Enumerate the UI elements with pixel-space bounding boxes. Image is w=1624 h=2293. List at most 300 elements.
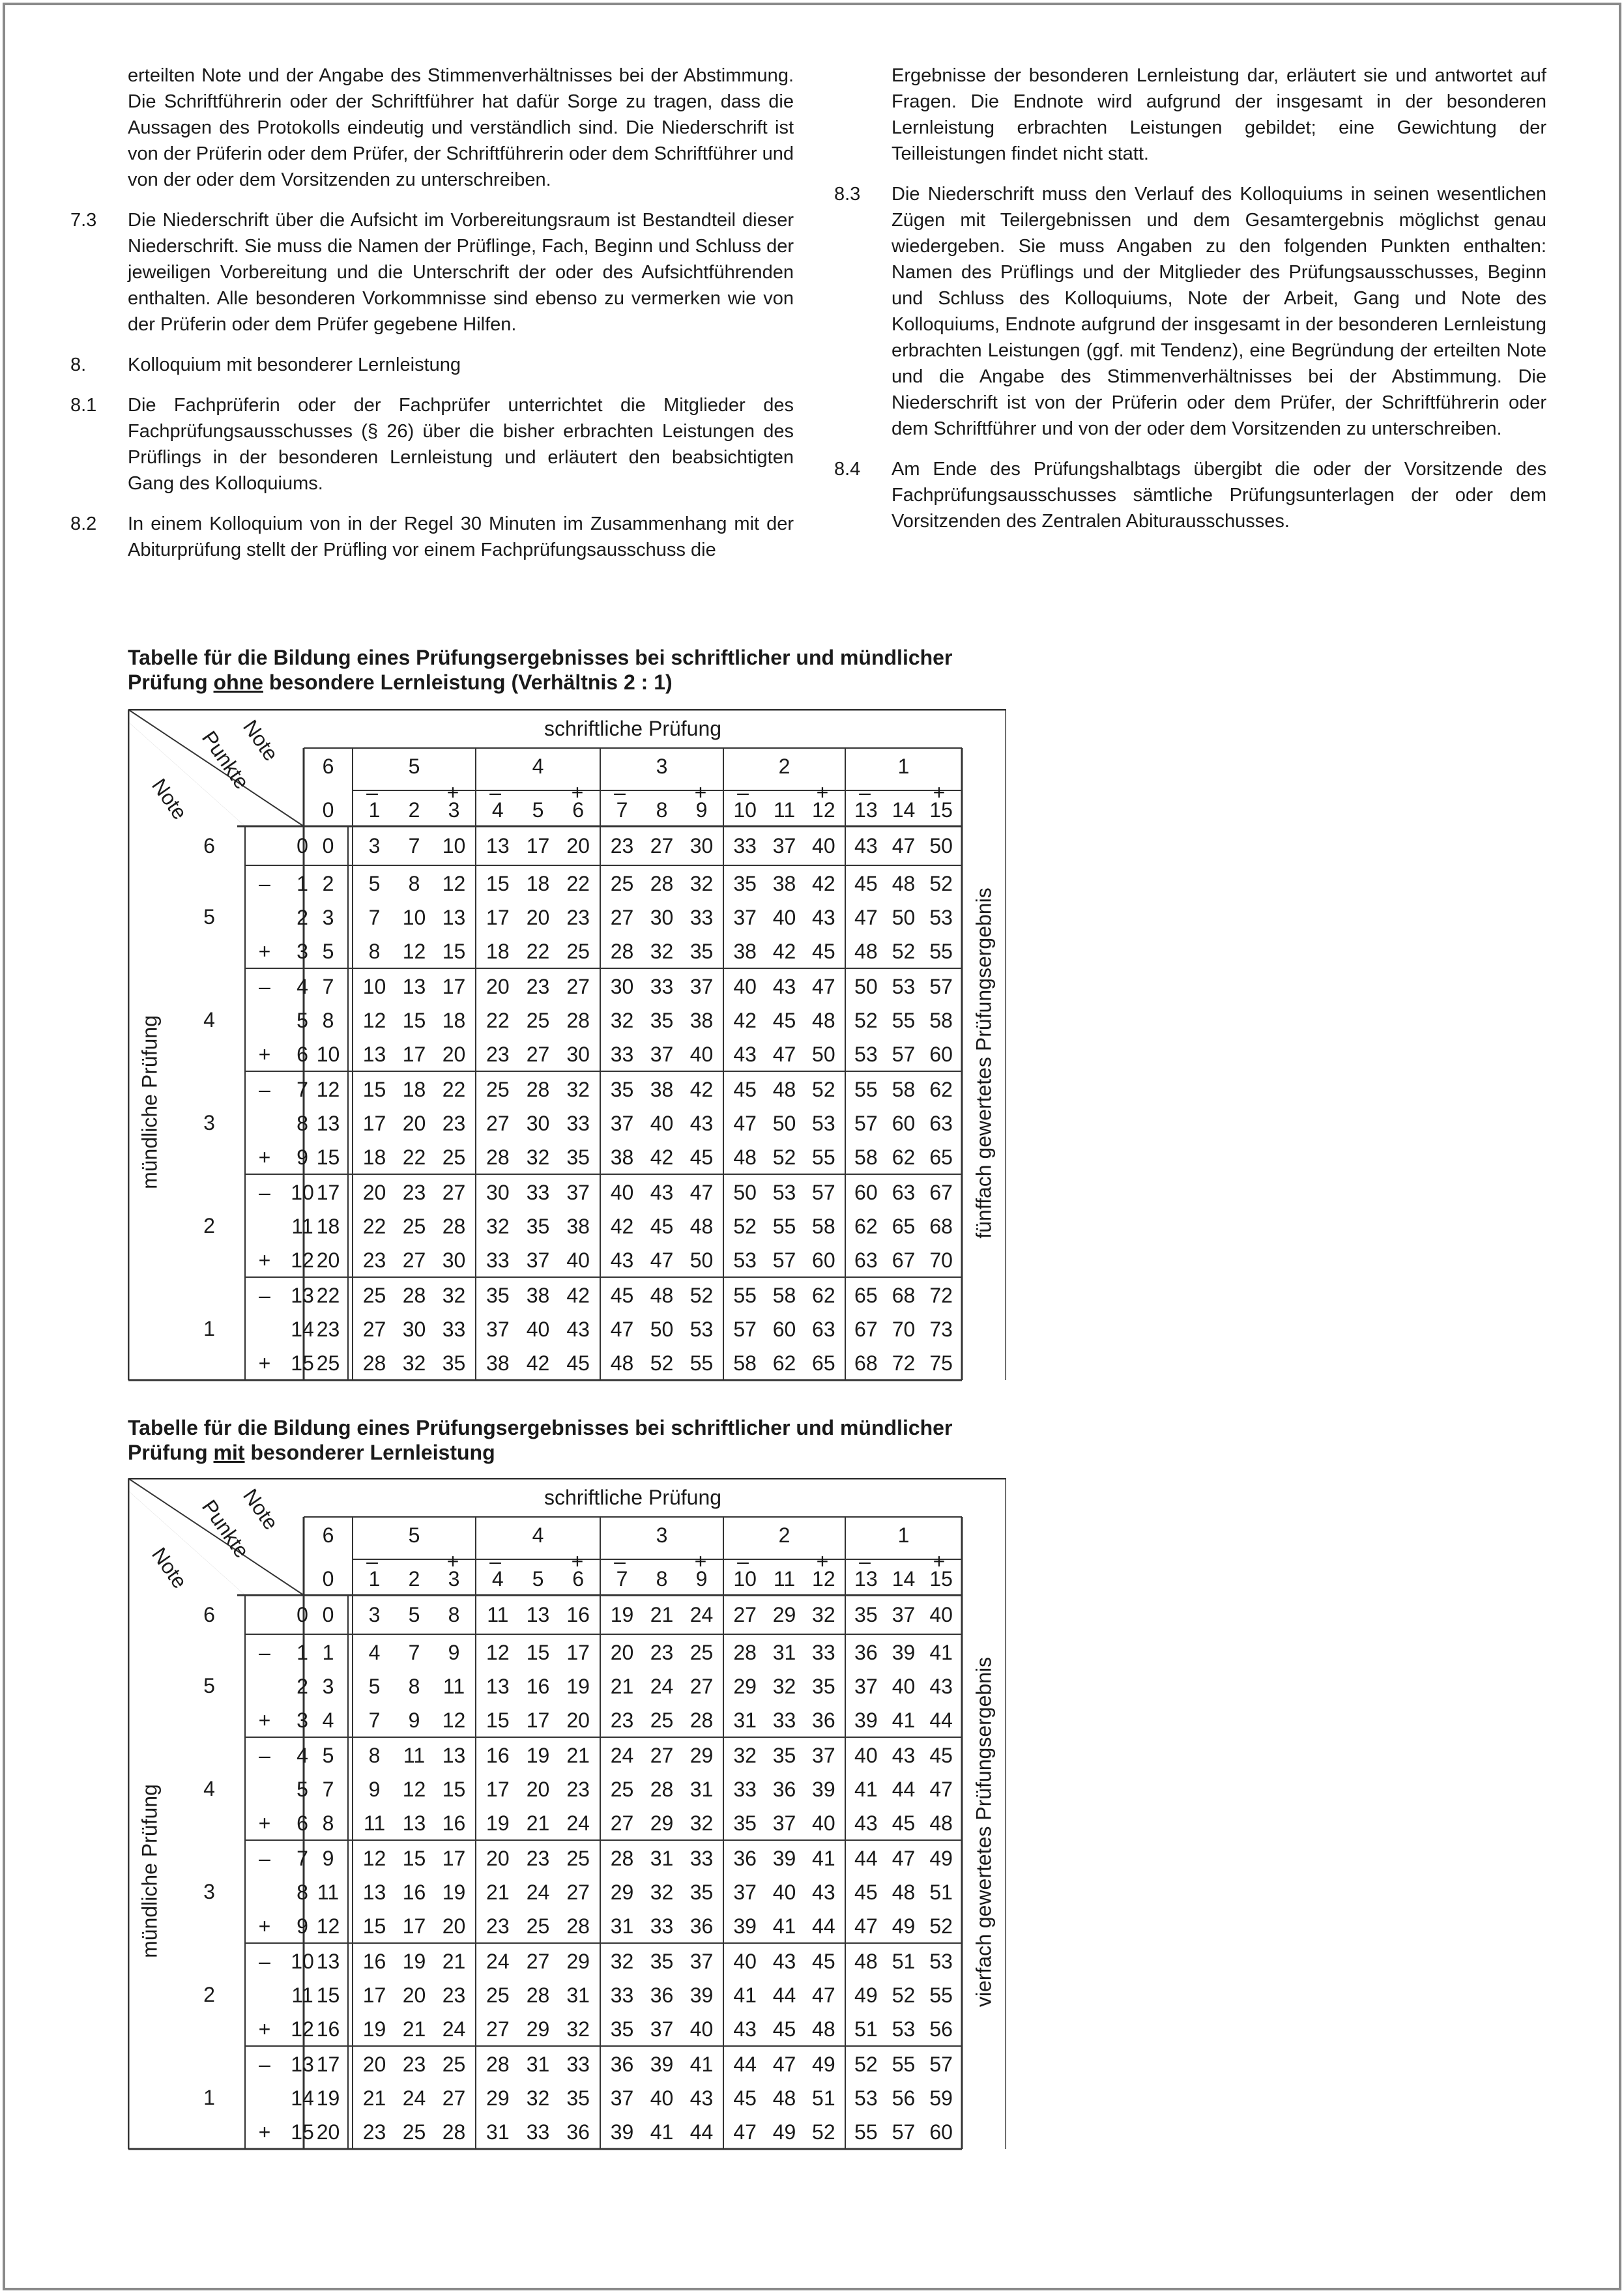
table-cell: 13 — [402, 975, 426, 998]
table-cell: 48 — [892, 1881, 916, 1904]
table-cell: 40 — [650, 1112, 674, 1135]
table-cell: 35 — [650, 1950, 674, 1973]
column-plus-sign: + — [816, 1550, 829, 1573]
table-cell: 25 — [526, 1009, 550, 1032]
table-cell: 47 — [892, 1847, 916, 1870]
table-cell: 13 — [402, 1811, 426, 1835]
table-cell: 25 — [526, 1914, 550, 1938]
table-cell: 30 — [650, 906, 674, 929]
table-cell: 25 — [566, 1847, 590, 1870]
table-cell: 62 — [854, 1215, 878, 1238]
column-points: 0 — [322, 798, 334, 822]
table-cell: 67 — [929, 1181, 953, 1204]
table-cell: 8 — [408, 872, 420, 895]
table-cell: 37 — [689, 1950, 714, 1973]
column-minus-sign: – — [489, 1550, 501, 1573]
section-8-2 — [70, 511, 794, 563]
table-cell: 55 — [892, 1009, 916, 1032]
row-note: 4 — [203, 1008, 215, 1031]
column-note: 2 — [778, 1523, 790, 1547]
row-points: 3 — [297, 940, 308, 963]
column-note: 6 — [322, 1523, 334, 1547]
row-note: 5 — [203, 1674, 215, 1697]
table-cell: 39 — [772, 1847, 796, 1870]
row-note: 6 — [203, 834, 215, 858]
section-number: 8.1 — [70, 395, 97, 416]
table-cell: 44 — [733, 2053, 757, 2076]
row-points: 4 — [297, 1744, 308, 1767]
table-cell: 58 — [812, 1215, 835, 1238]
table-cell: 30 — [402, 1318, 426, 1341]
table-cell: 53 — [929, 906, 953, 929]
table-cell: 12 — [362, 1847, 386, 1870]
column-points: 7 — [616, 798, 628, 822]
table-cell: 33 — [772, 1709, 796, 1732]
table-cell: 27 — [650, 834, 674, 858]
table-cell: 22 — [566, 872, 590, 895]
table-cell: 53 — [892, 2017, 916, 2041]
table-cell: 48 — [892, 872, 916, 895]
table-cell: 30 — [442, 1248, 466, 1272]
table-cell: 48 — [610, 1351, 634, 1375]
table-cell: 44 — [892, 1778, 916, 1801]
table-cell: 42 — [812, 872, 835, 895]
row-note: 5 — [203, 905, 215, 929]
table-cell: 50 — [650, 1318, 674, 1341]
table-cell: 20 — [566, 1709, 590, 1732]
table-cell: 42 — [772, 940, 796, 963]
table-cell: 12 — [442, 1709, 466, 1732]
table-cell: 32 — [650, 940, 674, 963]
table-cell: 29 — [610, 1881, 634, 1904]
column-plus-sign: + — [816, 781, 829, 804]
table-cell: 30 — [526, 1112, 550, 1135]
table-cell: 35 — [526, 1215, 550, 1238]
table-cell: 31 — [486, 2120, 510, 2144]
table-cell: 11 — [487, 1603, 509, 1626]
column-points: 13 — [854, 1567, 878, 1591]
table-cell: 63 — [892, 1181, 916, 1204]
header-written-exam: schriftliche Prüfung — [544, 1486, 722, 1509]
title-part: besondere Lernleistung (Verhältnis 2 : 1) — [263, 671, 673, 694]
table-cell: 20 — [442, 1043, 466, 1066]
row-points: 14 — [291, 1318, 314, 1341]
table-cell: 35 — [650, 1009, 674, 1032]
row-points: 3 — [297, 1709, 308, 1732]
table-cell: 8 — [368, 940, 381, 963]
table-cell: 43 — [772, 975, 796, 998]
side-label-oral-exam: mündliche Prüfung — [138, 1784, 162, 1958]
column-points: 11 — [773, 798, 796, 822]
table-cell: 1 — [322, 1641, 334, 1664]
table-cell: 48 — [650, 1284, 674, 1307]
row-points: 6 — [297, 1043, 308, 1066]
table-cell: 33 — [442, 1318, 466, 1341]
table-2-title-line2 — [128, 1440, 1040, 1465]
table-cell: 18 — [316, 1215, 340, 1238]
table-cell: 21 — [362, 2086, 386, 2110]
column-points: 2 — [408, 1567, 420, 1591]
column-points: 6 — [572, 798, 585, 822]
table-cell: 17 — [316, 2053, 340, 2076]
table-cell: 21 — [486, 1881, 510, 1904]
corner-label-note-rows: Note — [147, 774, 192, 824]
table-cell: 16 — [442, 1811, 466, 1835]
table-cell: 43 — [650, 1181, 674, 1204]
row-note: 2 — [203, 1214, 215, 1237]
table-cell: 28 — [526, 1983, 550, 2007]
table-cell: 20 — [362, 1181, 386, 1204]
column-plus-sign: + — [446, 781, 459, 804]
row-points: 12 — [291, 2017, 314, 2041]
table-cell: 17 — [362, 1983, 386, 2007]
row-sign: + — [258, 2017, 271, 2041]
table-cell: 35 — [733, 1811, 757, 1835]
table-cell: 37 — [733, 906, 757, 929]
column-plus-sign: + — [694, 781, 707, 804]
column-plus-sign: + — [571, 1550, 584, 1573]
section-text: Die Niederschrift über die Aufsicht im Vorbereitungsraum ist Bestandteil dieser Niederschrift. Sie muss die Namen der Prüflinge, Fach, Beginn und Schluss der jeweiligen Vorbereitung und die Unterschrift der oder des Aufsichtführenden enthalten. Alle besonderen Vorkommnisse sind ebenso zu vermerken wie von der Prüferin oder dem Prüfer gegebene Hilfen. — [128, 210, 794, 335]
row-points: 4 — [297, 975, 308, 998]
side-label-oral-exam: mündliche Prüfung — [138, 1015, 162, 1189]
table-cell: 62 — [772, 1351, 796, 1375]
row-points: 0 — [297, 1603, 308, 1626]
table-cell: 43 — [733, 1043, 757, 1066]
table-cell: 3 — [368, 834, 381, 858]
row-sign: – — [259, 1641, 270, 1664]
column-minus-sign: – — [737, 1550, 749, 1573]
table-cell: 24 — [650, 1675, 674, 1698]
table-cell: 67 — [892, 1248, 916, 1272]
table-cell: 36 — [566, 2120, 590, 2144]
column-note: 5 — [408, 755, 420, 778]
table-cell: 39 — [854, 1709, 878, 1732]
table-cell: 48 — [812, 1009, 835, 1032]
row-sign: – — [259, 1744, 270, 1767]
table-cell: 70 — [929, 1248, 953, 1272]
table-cell: 32 — [689, 1811, 714, 1835]
table-cell: 12 — [486, 1641, 510, 1664]
table-cell: 33 — [566, 2053, 590, 2076]
table-cell: 12 — [316, 1078, 340, 1101]
section-heading: Kolloquium mit besonderer Lernleistung — [128, 354, 461, 375]
table-cell: 55 — [733, 1284, 757, 1307]
section-number: 8. — [70, 354, 87, 375]
table-cell: 60 — [929, 1043, 953, 1066]
table-cell: 48 — [929, 1811, 953, 1835]
table-cell: 51 — [854, 2017, 878, 2041]
table-cell: 3 — [322, 1675, 334, 1698]
table-cell: 31 — [650, 1847, 674, 1870]
row-points: 9 — [297, 1914, 308, 1938]
table-cell: 37 — [772, 1811, 796, 1835]
table-cell: 23 — [566, 1778, 590, 1801]
table-cell: 29 — [650, 1811, 674, 1835]
row-points: 5 — [297, 1009, 308, 1032]
table-cell: 53 — [854, 1043, 878, 1066]
column-points: 8 — [656, 798, 668, 822]
row-sign: – — [259, 872, 270, 895]
table-cell: 40 — [689, 2017, 714, 2041]
table-cell: 55 — [812, 1146, 835, 1169]
corner-label-points: Punkte — [197, 727, 254, 794]
table-cell: 23 — [526, 975, 550, 998]
table-cell: 30 — [566, 1043, 590, 1066]
table-cell: 38 — [566, 1215, 590, 1238]
table-cell: 32 — [610, 1009, 634, 1032]
table-cell: 47 — [610, 1318, 634, 1341]
table-cell: 65 — [892, 1215, 916, 1238]
row-points: 1 — [297, 1641, 308, 1664]
table-cell: 51 — [892, 1950, 916, 1973]
table-cell: 11 — [442, 1675, 465, 1698]
table-cell: 28 — [610, 1847, 634, 1870]
table-cell: 27 — [650, 1744, 674, 1767]
table-cell: 52 — [689, 1284, 714, 1307]
table-cell: 47 — [892, 834, 916, 858]
table-cell: 27 — [526, 1043, 550, 1066]
table-cell: 3 — [368, 1603, 381, 1626]
table-cell: 37 — [566, 1181, 590, 1204]
table-cell: 8 — [408, 1675, 420, 1698]
column-minus-sign: – — [366, 1550, 378, 1573]
table-cell: 23 — [610, 1709, 634, 1732]
table-cell: 13 — [526, 1603, 550, 1626]
table-cell: 7 — [408, 834, 420, 858]
table-cell: 28 — [689, 1709, 714, 1732]
table-cell: 20 — [486, 975, 510, 998]
table-cell: 36 — [854, 1641, 878, 1664]
table-cell: 13 — [362, 1881, 386, 1904]
table-cell: 22 — [526, 940, 550, 963]
table-cell: 52 — [772, 1146, 796, 1169]
table-cell: 23 — [316, 1318, 340, 1341]
table-cell: 37 — [812, 1744, 835, 1767]
table-cell: 10 — [362, 975, 386, 998]
table-cell: 25 — [610, 1778, 634, 1801]
table-cell: 40 — [772, 906, 796, 929]
section-text: Ergebnisse der besonderen Lernleistung dar, erläutert sie und antwortet auf Fragen. Die Endnote wird aufgrund der insgesamt in der besonderen Lernleistung erbrachten Leistungen gebildet; eine Gewichtung der Teilleistungen findet nicht statt. — [892, 65, 1546, 164]
table-cell: 33 — [650, 975, 674, 998]
table-cell: 50 — [854, 975, 878, 998]
table-cell: 25 — [402, 2120, 426, 2144]
table-cell: 28 — [442, 1215, 466, 1238]
table-cell: 40 — [772, 1881, 796, 1904]
column-note: 3 — [656, 1523, 668, 1547]
column-minus-sign: – — [859, 781, 871, 804]
table-cell: 41 — [772, 1914, 796, 1938]
title-part: Prüfung — [128, 671, 214, 694]
row-sign: – — [259, 1078, 270, 1101]
column-points: 13 — [854, 798, 878, 822]
column-note: 6 — [322, 755, 334, 778]
row-sign: – — [259, 1284, 270, 1307]
table-cell: 31 — [566, 1983, 590, 2007]
table-cell: 44 — [929, 1709, 953, 1732]
table-cell: 22 — [316, 1284, 340, 1307]
table-cell: 10 — [402, 906, 426, 929]
table-cell: 32 — [650, 1881, 674, 1904]
table-cell: 15 — [316, 1983, 340, 2007]
table-cell: 32 — [526, 1146, 550, 1169]
column-plus-sign: + — [933, 1550, 946, 1573]
table-cell: 32 — [402, 1351, 426, 1375]
table-cell: 9 — [408, 1709, 420, 1732]
table-cell: 28 — [733, 1641, 757, 1664]
table-cell: 35 — [854, 1603, 878, 1626]
table-cell: 21 — [402, 2017, 426, 2041]
table-cell: 23 — [362, 2120, 386, 2144]
table-cell: 19 — [442, 1881, 466, 1904]
row-points: 7 — [297, 1078, 308, 1101]
table-cell: 48 — [854, 940, 878, 963]
table-cell: 45 — [812, 940, 835, 963]
column-plus-sign: + — [446, 1550, 459, 1573]
table-cell: 15 — [362, 1078, 386, 1101]
table-cell: 49 — [812, 2053, 835, 2076]
section-8-4 — [834, 456, 1546, 534]
table-cell: 27 — [362, 1318, 386, 1341]
table-cell: 15 — [486, 1709, 510, 1732]
table-cell: 45 — [812, 1950, 835, 1973]
row-points: 8 — [297, 1112, 308, 1135]
table-cell: 35 — [566, 2086, 590, 2110]
table-cell: 60 — [854, 1181, 878, 1204]
table-cell: 10 — [442, 834, 466, 858]
table-cell: 22 — [442, 1078, 466, 1101]
column-points: 0 — [322, 1567, 334, 1591]
table-cell: 52 — [733, 1215, 757, 1238]
table-cell: 27 — [442, 2086, 466, 2110]
table-cell: 43 — [892, 1744, 916, 1767]
table-cell: 20 — [316, 1248, 340, 1272]
table-cell: 57 — [929, 975, 953, 998]
table-cell: 24 — [442, 2017, 466, 2041]
table-cell: 7 — [368, 1709, 381, 1732]
table-cell: 15 — [316, 1146, 340, 1169]
table-cell: 43 — [772, 1950, 796, 1973]
table-cell: 50 — [892, 906, 916, 929]
table-cell: 38 — [733, 940, 757, 963]
row-note: 6 — [203, 1603, 215, 1626]
table-cell: 20 — [316, 2120, 340, 2144]
table-cell: 0 — [322, 1603, 334, 1626]
column-note: 4 — [532, 1523, 544, 1547]
row-points: 8 — [297, 1881, 308, 1904]
column-points: 14 — [892, 1567, 916, 1591]
table-cell: 39 — [610, 2120, 634, 2144]
table-cell: 53 — [812, 1112, 835, 1135]
table-cell: 28 — [486, 1146, 510, 1169]
table-cell: 45 — [772, 1009, 796, 1032]
table-cell: 8 — [322, 1811, 334, 1835]
table-cell: 55 — [772, 1215, 796, 1238]
table-cell: 40 — [566, 1248, 590, 1272]
table-cell: 62 — [892, 1146, 916, 1169]
table-cell: 16 — [362, 1950, 386, 1973]
table-cell: 41 — [650, 2120, 674, 2144]
column-points: 4 — [491, 798, 504, 822]
table-cell: 52 — [812, 2120, 835, 2144]
row-sign: + — [258, 1914, 271, 1938]
row-points: 6 — [297, 1811, 308, 1835]
table-cell: 42 — [526, 1351, 550, 1375]
table-cell: 53 — [689, 1318, 714, 1341]
table-cell: 37 — [733, 1881, 757, 1904]
table-cell: 75 — [929, 1351, 953, 1375]
table-cell: 5 — [368, 1675, 381, 1698]
table-cell: 37 — [772, 834, 796, 858]
table-cell: 47 — [772, 1043, 796, 1066]
table-cell: 27 — [486, 2017, 510, 2041]
table-cell: 49 — [929, 1847, 953, 1870]
title-emphasis: mit — [213, 1441, 245, 1464]
table-cell: 9 — [368, 1778, 381, 1801]
row-points: 13 — [291, 1284, 314, 1307]
table-cell: 23 — [486, 1914, 510, 1938]
table-cell: 17 — [402, 1043, 426, 1066]
table-cell: 27 — [566, 975, 590, 998]
table-cell: 43 — [689, 2086, 714, 2110]
table-cell: 53 — [772, 1181, 796, 1204]
table-cell: 5 — [368, 872, 381, 895]
table-cell: 45 — [566, 1351, 590, 1375]
table-cell: 33 — [733, 1778, 757, 1801]
table-cell: 20 — [526, 906, 550, 929]
column-points: 2 — [408, 798, 420, 822]
table-cell: 30 — [486, 1181, 510, 1204]
table-cell: 32 — [566, 1078, 590, 1101]
table-cell: 5 — [322, 940, 334, 963]
table-cell: 67 — [854, 1318, 878, 1341]
row-points: 15 — [291, 2120, 314, 2144]
row-sign: + — [258, 940, 271, 963]
row-note: 3 — [203, 1880, 215, 1903]
table-cell: 39 — [892, 1641, 916, 1664]
table-cell: 53 — [892, 975, 916, 998]
table-cell: 20 — [610, 1641, 634, 1664]
table-cell: 37 — [650, 1043, 674, 1066]
table-cell: 12 — [442, 872, 466, 895]
table-cell: 12 — [402, 940, 426, 963]
section-text: erteilten Note und der Angabe des Stimmenverhältnisses bei der Abstimmung. Die Schriftführerin oder der Schriftführer hat dafür Sorge zu tragen, dass die Aussagen des Protokolls eindeutig und verständlich sind. Die Niederschrift ist von der Prüferin oder dem Prüfer, der Schriftführerin oder dem Schriftführer und von der oder dem Vorsitzenden zu unterschreiben. — [128, 65, 794, 190]
table-cell: 42 — [610, 1215, 634, 1238]
table-cell: 27 — [402, 1248, 426, 1272]
table-cell: 56 — [929, 2017, 953, 2041]
column-points: 1 — [368, 1567, 381, 1591]
table-cell: 50 — [812, 1043, 835, 1066]
section-continued — [70, 63, 794, 193]
table-cell: 27 — [689, 1675, 714, 1698]
title-part: besonderer Lernleistung — [244, 1441, 495, 1464]
column-minus-sign: – — [489, 781, 501, 804]
row-sign: – — [259, 2053, 270, 2076]
table-cell: 39 — [733, 1914, 757, 1938]
table-cell: 23 — [610, 834, 634, 858]
table-cell: 55 — [892, 2053, 916, 2076]
table-cell: 70 — [892, 1318, 916, 1341]
table-cell: 11 — [363, 1811, 386, 1835]
table-cell: 37 — [650, 2017, 674, 2041]
column-points: 12 — [812, 798, 835, 822]
table-cell: 52 — [854, 2053, 878, 2076]
table-cell: 47 — [854, 1914, 878, 1938]
header-written-exam: schriftliche Prüfung — [544, 717, 722, 740]
table-cell: 30 — [610, 975, 634, 998]
column-points: 4 — [491, 1567, 504, 1591]
table-cell: 15 — [442, 940, 466, 963]
table-cell: 28 — [526, 1078, 550, 1101]
